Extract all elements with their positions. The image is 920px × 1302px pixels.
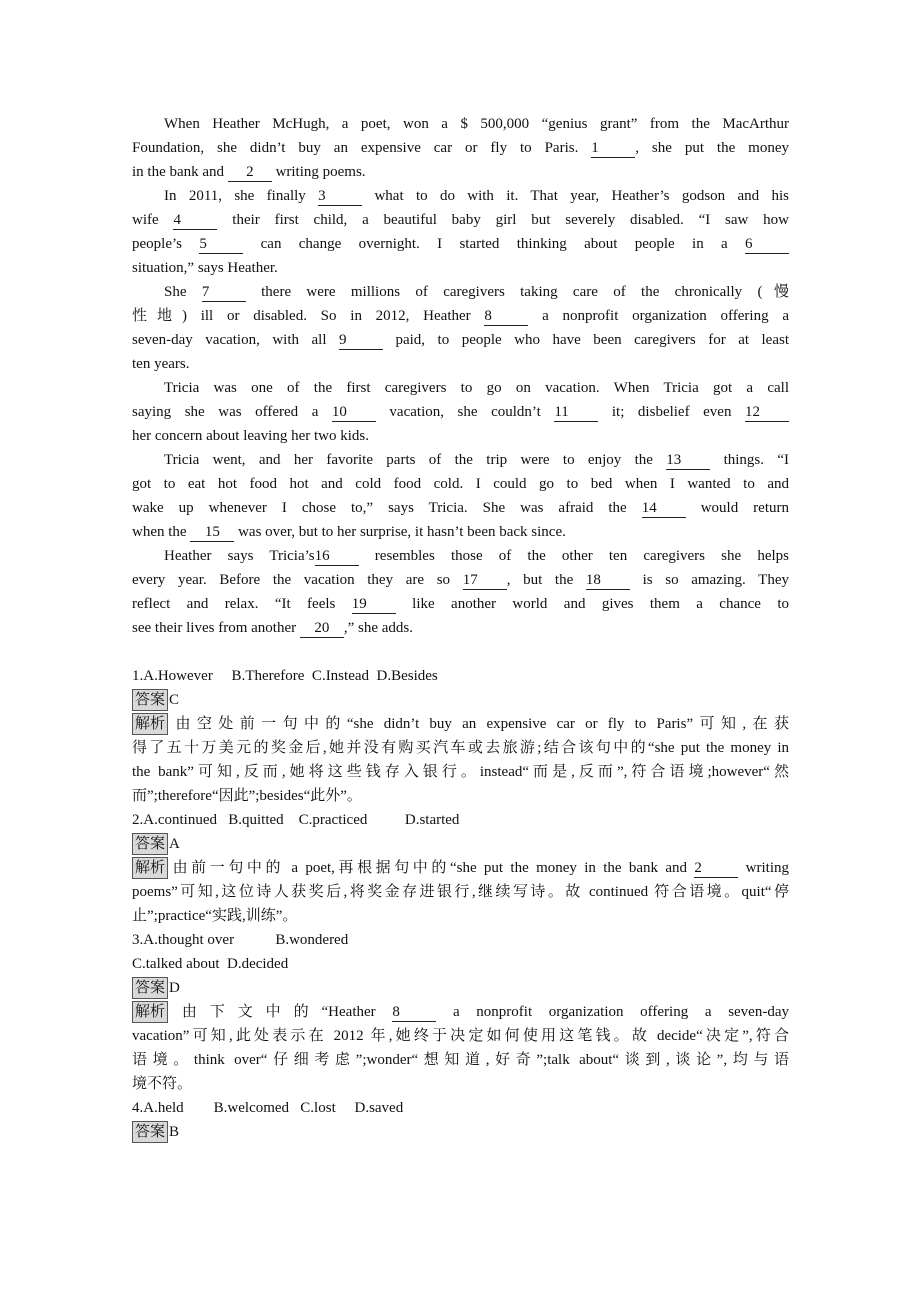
text-run: saying she was offered a [132,404,332,420]
question-options: 1.A.However B.Therefore C.Instead D.Besides [132,668,438,684]
blank-12: 12 [745,403,789,422]
text-run: She [164,284,202,300]
answer-value: D [169,980,180,996]
answer-line [132,1120,789,1144]
text-line [132,760,789,784]
text-run: there were millions of caregivers taking care of the chronically (慢 [245,284,789,300]
text-line [132,208,789,232]
blank-7: 7 [202,283,246,302]
text-run: situation,” says Heather. [132,260,278,276]
text-run: in the bank and [132,164,228,180]
text-run: seven-day vacation, with all [132,332,339,348]
text-run: wake up whenever I chose to,” says Tricia. She was afraid the [132,500,642,516]
text-run: vacation”可知,此处表示在 2012 年,她终于决定如何使用这笔钱。故 decide“决定”,符合 [132,1028,789,1044]
question-options: 2.A.continued B.quitted C.practiced D.started [132,812,460,828]
text-line [132,352,789,376]
blank-18: 18 [586,571,630,590]
text-run: 止”;practice“实践,训练”。 [132,908,298,924]
answer-value: B [169,1124,180,1140]
blank-13: 13 [666,451,710,470]
blank-15: 15 [190,523,234,542]
text-run: , she put the money [635,140,789,156]
text-line [132,568,789,592]
text-line [132,616,789,640]
answer-label: 答案 [132,977,168,999]
text-run: what to do with it. That year, Heather’s godson and his [362,188,789,204]
text-line [164,112,789,136]
text-line [132,880,789,904]
text-line [164,280,789,304]
text-run: a nonprofit organization offering a [528,308,789,324]
text-run: is so amazing. They [629,572,789,588]
text-line [132,424,789,448]
analysis-label: 解析 [132,1001,168,1023]
text-line [132,904,789,928]
answer-line [132,832,789,856]
answer-label: 答案 [132,1121,168,1143]
question-options: 3.A.thought over B.wondered [132,932,349,948]
text-line [132,856,789,880]
text-run: 性地) ill or disabled. So in 2012, Heather [132,308,485,324]
text-line [132,1048,789,1072]
text-run: ten years. [132,356,190,372]
answer-line [132,976,789,1000]
text-run: 语境。think over“仔细考虑”;wonder“想知道,好奇”;talk about“谈到,谈论”,均与语 [132,1052,789,1068]
text-line [132,232,789,256]
blank-16: 16 [315,547,359,566]
text-run: 由空处前一句中的“she didn’t buy an expensive car or fly to Paris”可知,在获 [169,716,789,732]
text-line [132,472,789,496]
analysis-label: 解析 [132,857,168,879]
text-run: When Heather McHugh, a poet, won a $ 500,000 “genius grant” from the MacArthur [164,116,789,132]
text-run: can change overnight. I started thinking about people in a [243,236,745,252]
blank-5: 5 [199,235,243,254]
blank-8: 8 [392,1003,436,1022]
text-line [132,784,789,808]
text-line [132,160,789,184]
question-options: C.talked about D.decided [132,956,289,972]
text-line [132,592,789,616]
text-line [132,712,789,736]
text-run: In 2011, she finally [164,188,319,204]
text-run: Foundation, she didn’t buy an expensive car or fly to Paris. [132,140,592,156]
text-line [164,376,789,400]
text-run: vacation, she couldn’t [375,404,555,420]
text-run: her concern about leaving her two kids. [132,428,370,444]
text-run: Heather says Tricia’s [164,548,315,564]
question-options: 4.A.held B.welcomed C.lost D.saved [132,1100,404,1116]
blank-10: 10 [332,403,376,422]
text-run: things. “I [710,452,789,468]
text-line [132,400,789,424]
text-run: reflect and relax. “It feels [132,596,352,612]
blank-14: 14 [642,499,686,518]
text-line [132,328,789,352]
text-run: would return [685,500,789,516]
answer-value: A [169,836,180,852]
text-run: 由下文中的“Heather [169,1004,393,1020]
text-line [164,184,789,208]
text-line [164,544,789,568]
blank-20: 20 [300,619,344,638]
text-line [132,136,789,160]
text-run: a nonprofit organization offering a seven-day [436,1004,789,1020]
text-run: writing [738,860,789,876]
text-run: 而”;therefore“因此”;besides“此外”。 [132,788,362,804]
text-run: 由前一句中的 a poet,再根据句中的“she put the money in the bank and [169,860,695,876]
text-run: wife [132,212,174,228]
blank-17: 17 [463,571,507,590]
blank-4: 4 [173,211,217,230]
text-run: , but the [506,572,586,588]
answer-line [132,688,789,712]
text-run: resembles those of the other ten caregivers she helps [358,548,789,564]
text-run: when the [132,524,191,540]
blank-19: 19 [352,595,396,614]
text-run: every year. Before the vacation they are so [132,572,463,588]
text-line [132,256,789,280]
text-line [132,496,789,520]
blank-8: 8 [484,307,528,326]
text-line [132,1024,789,1048]
text-run: it; disbelief even [598,404,745,420]
text-run: got to eat hot food hot and cold food cold. I could go to bed when I wanted to and [132,476,789,492]
answer-value: C [169,692,180,708]
text-run: was over, but to her surprise, it hasn’t been back since. [234,524,566,540]
blank-9: 9 [339,331,383,350]
text-run: see their lives from another [132,620,300,636]
text-run: their first child, a beautiful baby girl but severely disabled. “I saw how [217,212,789,228]
text-run: the bank”可知,反而,她将这些钱存入银行。instead“而是,反而”,符合语境;however“然 [132,764,789,780]
text-run: Tricia went, and her favorite parts of the trip were to enjoy the [164,452,667,468]
blank-3: 3 [318,187,362,206]
text-run: poems”可知,这位诗人获奖后,将奖金存进银行,继续写诗。故 continued 符合语境。quit“停 [132,884,789,900]
text-line [132,1072,789,1096]
text-run: paid, to people who have been caregivers for at least [382,332,789,348]
answer-label: 答案 [132,833,168,855]
text-run: 得了五十万美元的奖金后,她并没有购买汽车或去旅游;结合该句中的“she put the money in [132,740,789,756]
text-run: Tricia was one of the first caregivers to go on vacation. When Tricia got a call [164,380,789,396]
blank-11: 11 [554,403,598,422]
text-run: ,” she adds. [343,620,414,636]
text-run: like another world and gives them a chance to [395,596,789,612]
blank-2: 2 [228,163,272,182]
text-run: writing poems. [271,164,366,180]
text-line [132,1000,789,1024]
blank-1: 1 [591,139,635,158]
text-line [132,304,789,328]
blank-6: 6 [745,235,789,254]
text-line [164,448,789,472]
text-run: people’s [132,236,200,252]
text-line [132,736,789,760]
analysis-label: 解析 [132,713,168,735]
blank-2: 2 [694,859,738,878]
text-run: 境不符。 [132,1076,193,1092]
answer-label: 答案 [132,689,168,711]
text-line [132,520,789,544]
